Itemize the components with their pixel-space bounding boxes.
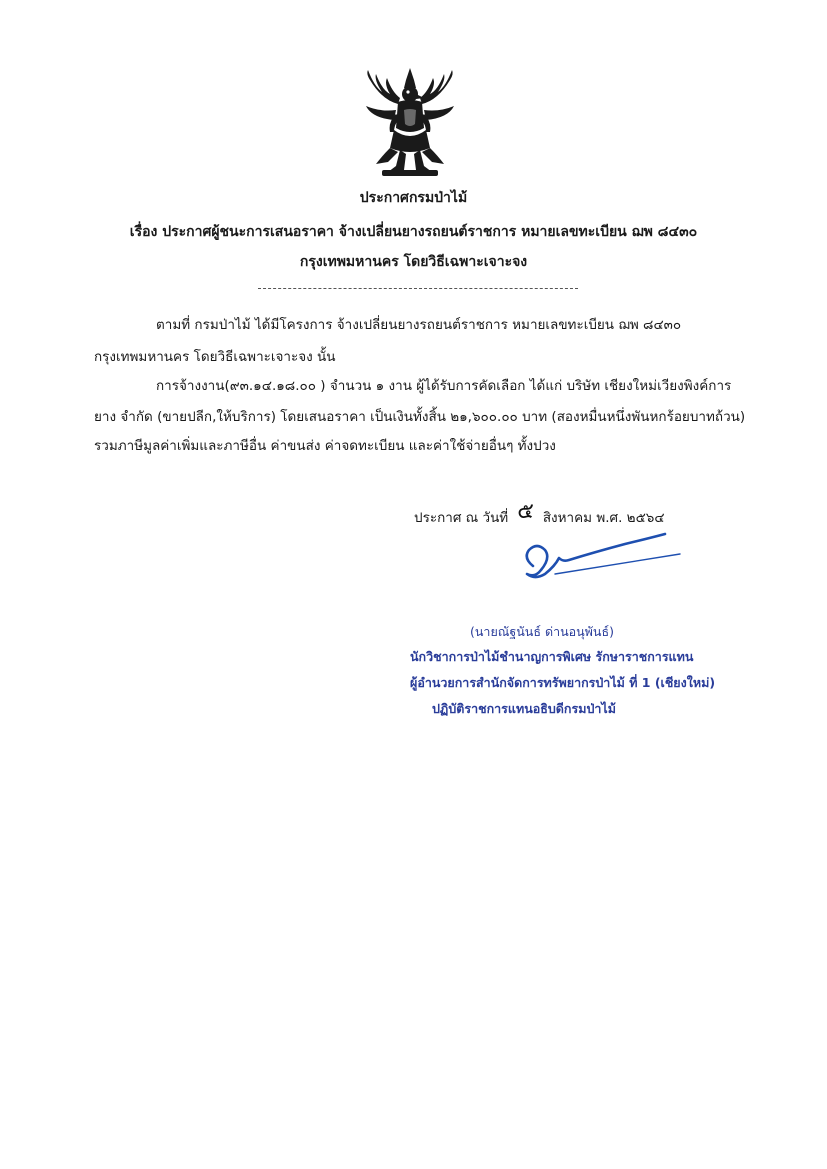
signatory-position-1: นักวิชาการป่าไม้ชำนาญการพิเศษ รักษาราชการแทน — [410, 649, 694, 664]
announcement-day: ๕ — [517, 499, 534, 524]
paragraph-2-line-2: ยาง จำกัด (ขายปลีก,ให้บริการ) โดยเสนอราคา เป็นเงินทั้งสิ้น ๒๑,๖๐๐.๐๐ บาท (สองหมื่นหนึ่งพันหกร้อยบาทถ้วน) — [94, 409, 746, 425]
announcement-month-year: สิงหาคม พ.ศ. ๒๕๖๔ — [542, 510, 665, 526]
paragraph-2-line-1: การจ้างงาน(๙๓.๑๔.๑๘.๐๐ ) จำนวน ๑ งาน ผู้ได้รับการคัดเลือก ได้แก่ บริษัท เชียงใหม่เวียงพิงค์การ — [156, 378, 732, 394]
paragraph-1-line-1: ตามที่ กรมป่าไม้ ได้มีโครงการ จ้างเปลี่ยนยางรถยนต์ราชการ หมายเลขทะเบียน ฌพ ๘๔๓๐ — [156, 317, 682, 333]
announcement-prefix: ประกาศ ณ วันที่ — [414, 510, 509, 526]
agency-title: ประกาศกรมป่าไม้ — [359, 190, 468, 206]
signatory-name: (นายณัฐนันธ์ ด่านอนุพันธ์) — [470, 624, 614, 639]
paragraph-2-line-3: รวมภาษีมูลค่าเพิ่มและภาษีอื่น ค่าขนส่ง ค่าจดทะเบียน และค่าใช้จ่ายอื่นๆ ทั้งปวง — [94, 438, 556, 454]
subject-line-continued: กรุงเทพมหานคร โดยวิธีเฉพาะเจาะจง — [299, 254, 528, 270]
signatory-position-3: ปฏิบัติราชการแทนอธิบดีกรมป่าไม้ — [432, 701, 616, 716]
announcement-date — [414, 497, 665, 532]
subject-line: เรื่อง ประกาศผู้ชนะการเสนอราคา จ้างเปลี่ยนยางรถยนต์ราชการ หมายเลขทะเบียน ฌพ ๘๔๓๐ — [129, 224, 698, 240]
paragraph-1-line-2: กรุงเทพมหานคร โดยวิธีเฉพาะเจาะจง นั้น — [94, 349, 336, 365]
divider — [258, 288, 578, 289]
handwritten-signature — [515, 528, 685, 590]
signatory-position-2: ผู้อำนวยการสำนักจัดการทรัพยากรป่าไม้ ที่ 1 (เชียงใหม่) — [410, 675, 716, 690]
garuda-emblem-icon — [360, 66, 460, 178]
